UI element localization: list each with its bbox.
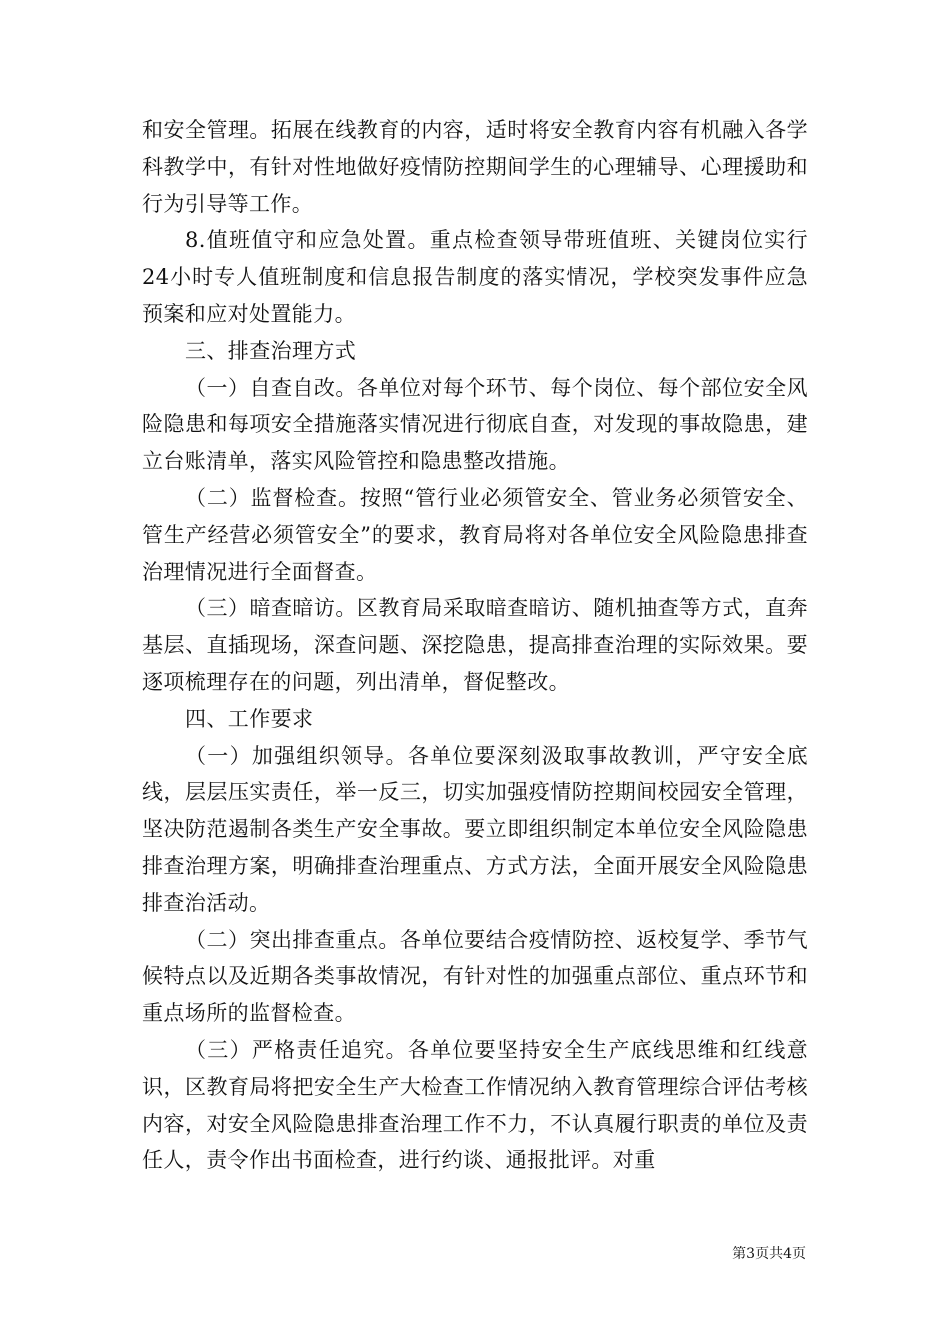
document-body <box>142 112 808 1179</box>
paragraph-key-points: （二）突出排查重点。各单位要结合疫情防控、返校复学、季节气候特点以及近期各类事故情况，有针对性的加强重点部位、重点环节和重点场所的监督检查。 <box>142 927 808 1026</box>
paragraph-accountability: （三）严格责任追究。各单位要坚持安全生产底线思维和红线意识，区教育局将把安全生产大检查工作情况纳入教育管理综合评估考核内容，对安全风险隐患排查治理工作不力，不认真履行职责的单位及责任人，责令作出书面检查，进行约谈、通报批评。对重 <box>142 1037 808 1173</box>
page-number-footer: 第3页共4页 <box>732 1246 806 1262</box>
paragraph-secret-inspection: （三）暗查暗访。区教育局采取暗查暗访、随机抽查等方式，直奔基层、直插现场，深查问题、深挖隐患，提高排查治理的实际效果。要逐项梳理存在的问题，列出清单，督促整改。 <box>142 596 808 694</box>
paragraph-duty-emergency: 8.值班值守和应急处置。重点检查领导带班值班、关键岗位实行24小时专人值班制度和信息报告制度的落实情况，学校突发事件应急预案和应对处置能力。 <box>142 228 808 326</box>
section-heading-3: 三、排查治理方式 <box>185 338 357 363</box>
paragraph-self-check: （一）自查自改。各单位对每个环节、每个岗位、每个部位安全风险隐患和每项安全措施落实情况进行彻底自查，对发现的事故隐患，建立台账清单，落实风险管控和隐患整改措施。 <box>142 375 808 474</box>
paragraph-supervision: （二）监督检查。按照“管行业必须管安全、管业务必须管安全、管生产经营必须管安全”的要求，教育局将对各单位安全风险隐患排查治理情况进行全面督查。 <box>142 485 808 584</box>
paragraph-leadership: （一）加强组织领导。各单位要深刻汲取事故教训，严守安全底线，层层压实责任，举一反三，切实加强疫情防控期间校园安全管理，坚决防范遏制各类生产安全事故。要立即组织制定本单位安全风险隐患排查治理方案，明确排查治理重点、方式方法，全面开展安全风险隐患排查治活动。 <box>142 743 808 915</box>
section-heading-4: 四、工作要求 <box>185 706 314 731</box>
paragraph-continuation: 和安全管理。拓展在线教育的内容，适时将安全教育内容有机融入各学科教学中，有针对性地做好疫情防控期间学生的心理辅导、心理援助和行为引导等工作。 <box>142 118 808 216</box>
